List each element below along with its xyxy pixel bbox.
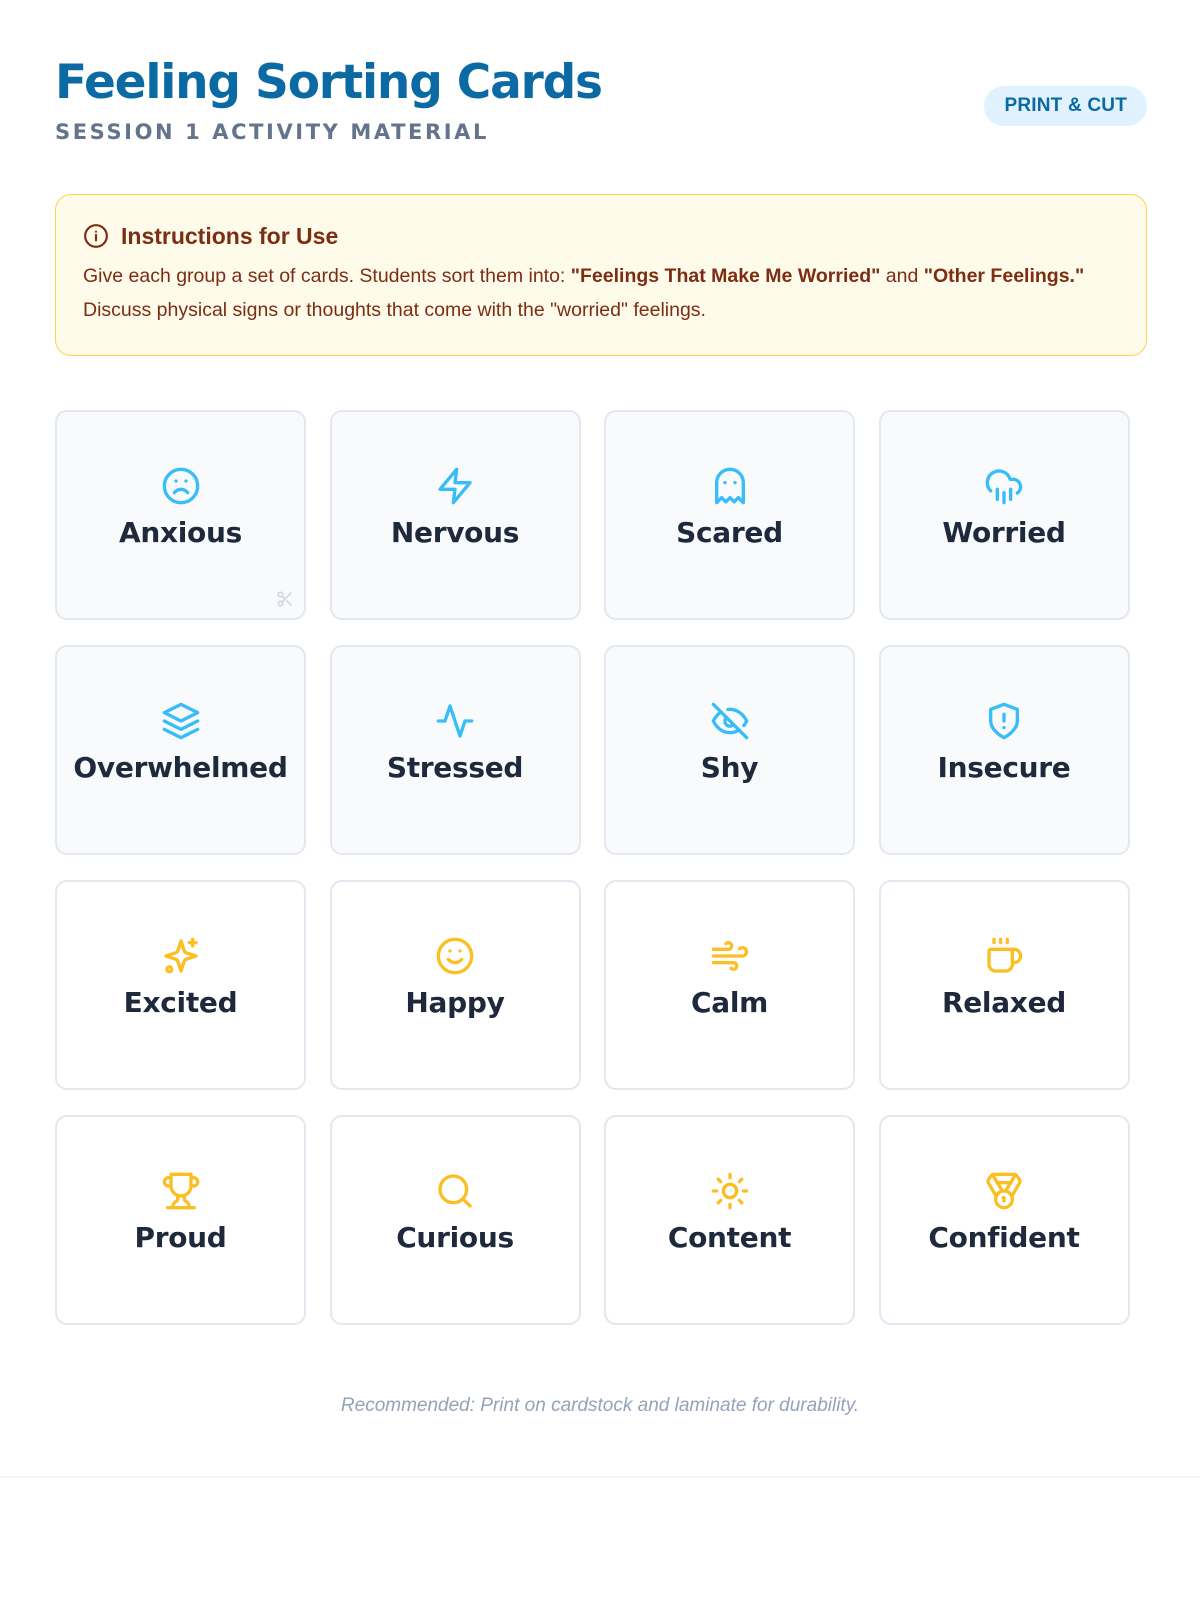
feeling-card [879,645,1130,855]
cloud-rain-icon [984,466,1024,506]
layers-icon [161,701,201,741]
feeling-card [55,1115,306,1325]
scissors-icon [276,590,294,608]
instructions-header [83,221,1118,251]
footer-note: Recommended: Print on cardstock and laminate for durability. [340,1395,860,1416]
instructions-text [83,259,1118,327]
header [55,52,1147,162]
category-other: "Other Feelings." [923,265,1085,287]
feeling-card [330,410,581,620]
medal-icon [984,1171,1024,1211]
search-icon [435,1171,475,1211]
coffee-icon [984,936,1024,976]
feeling-card-label: Nervous [390,516,520,549]
instructions-text-part: Give each group a set of cards. Students sort them into: [83,265,571,287]
info-icon [83,223,109,249]
feeling-card [604,410,855,620]
feeling-card [330,1115,581,1325]
footer-divider [0,1476,1200,1478]
instructions-text-part: and [880,265,924,287]
feeling-card-label: Excited [123,986,238,1019]
feeling-card [604,645,855,855]
category-worried: "Feelings That Make Me Worried" [570,265,881,287]
feeling-card [55,410,306,620]
feeling-card [604,1115,855,1325]
feeling-card-label: Curious [396,1221,514,1254]
feeling-card-label: Worried [942,516,1066,549]
feeling-card-label: Confident [928,1221,1080,1254]
shield-alert-icon [984,701,1024,741]
feeling-card [604,880,855,1090]
feeling-card [330,645,581,855]
sun-icon [710,1171,750,1211]
wind-icon [710,936,750,976]
feeling-card-label: Stressed [386,751,524,784]
activity-icon [435,701,475,741]
ghost-icon [710,466,750,506]
instructions-text-part: Discuss physical signs or thoughts that come with the "worried" feelings. [83,299,706,321]
feeling-card-label: Proud [134,1221,227,1254]
feeling-card-label: Shy [700,751,759,784]
feeling-card-label: Scared [676,516,783,549]
feeling-card-label: Overwhelmed [73,751,288,784]
feeling-card-label: Calm [690,986,769,1019]
feeling-card [330,880,581,1090]
zap-icon [435,466,475,506]
trophy-icon [161,1171,201,1211]
feeling-card-label: Relaxed [941,986,1067,1019]
page-title: Feeling Sorting Cards [55,55,602,110]
feeling-card [55,645,306,855]
feeling-card [879,880,1130,1090]
feeling-card-label: Content [667,1221,792,1254]
feeling-card-label: Happy [405,986,505,1019]
smile-icon [435,936,475,976]
page-subtitle: SESSION 1 ACTIVITY MATERIAL [55,120,489,144]
feeling-card-label: Anxious [119,516,242,549]
sparkles-icon [161,936,201,976]
print-cut-badge: PRINT & CUT [984,86,1147,126]
feeling-card [879,410,1130,620]
instructions-box [55,194,1147,356]
frown-icon [161,466,201,506]
feeling-card [879,1115,1130,1325]
feeling-card [55,880,306,1090]
eye-off-icon [710,701,750,741]
instructions-title: Instructions for Use [121,222,339,249]
feeling-card-label: Insecure [937,751,1071,784]
